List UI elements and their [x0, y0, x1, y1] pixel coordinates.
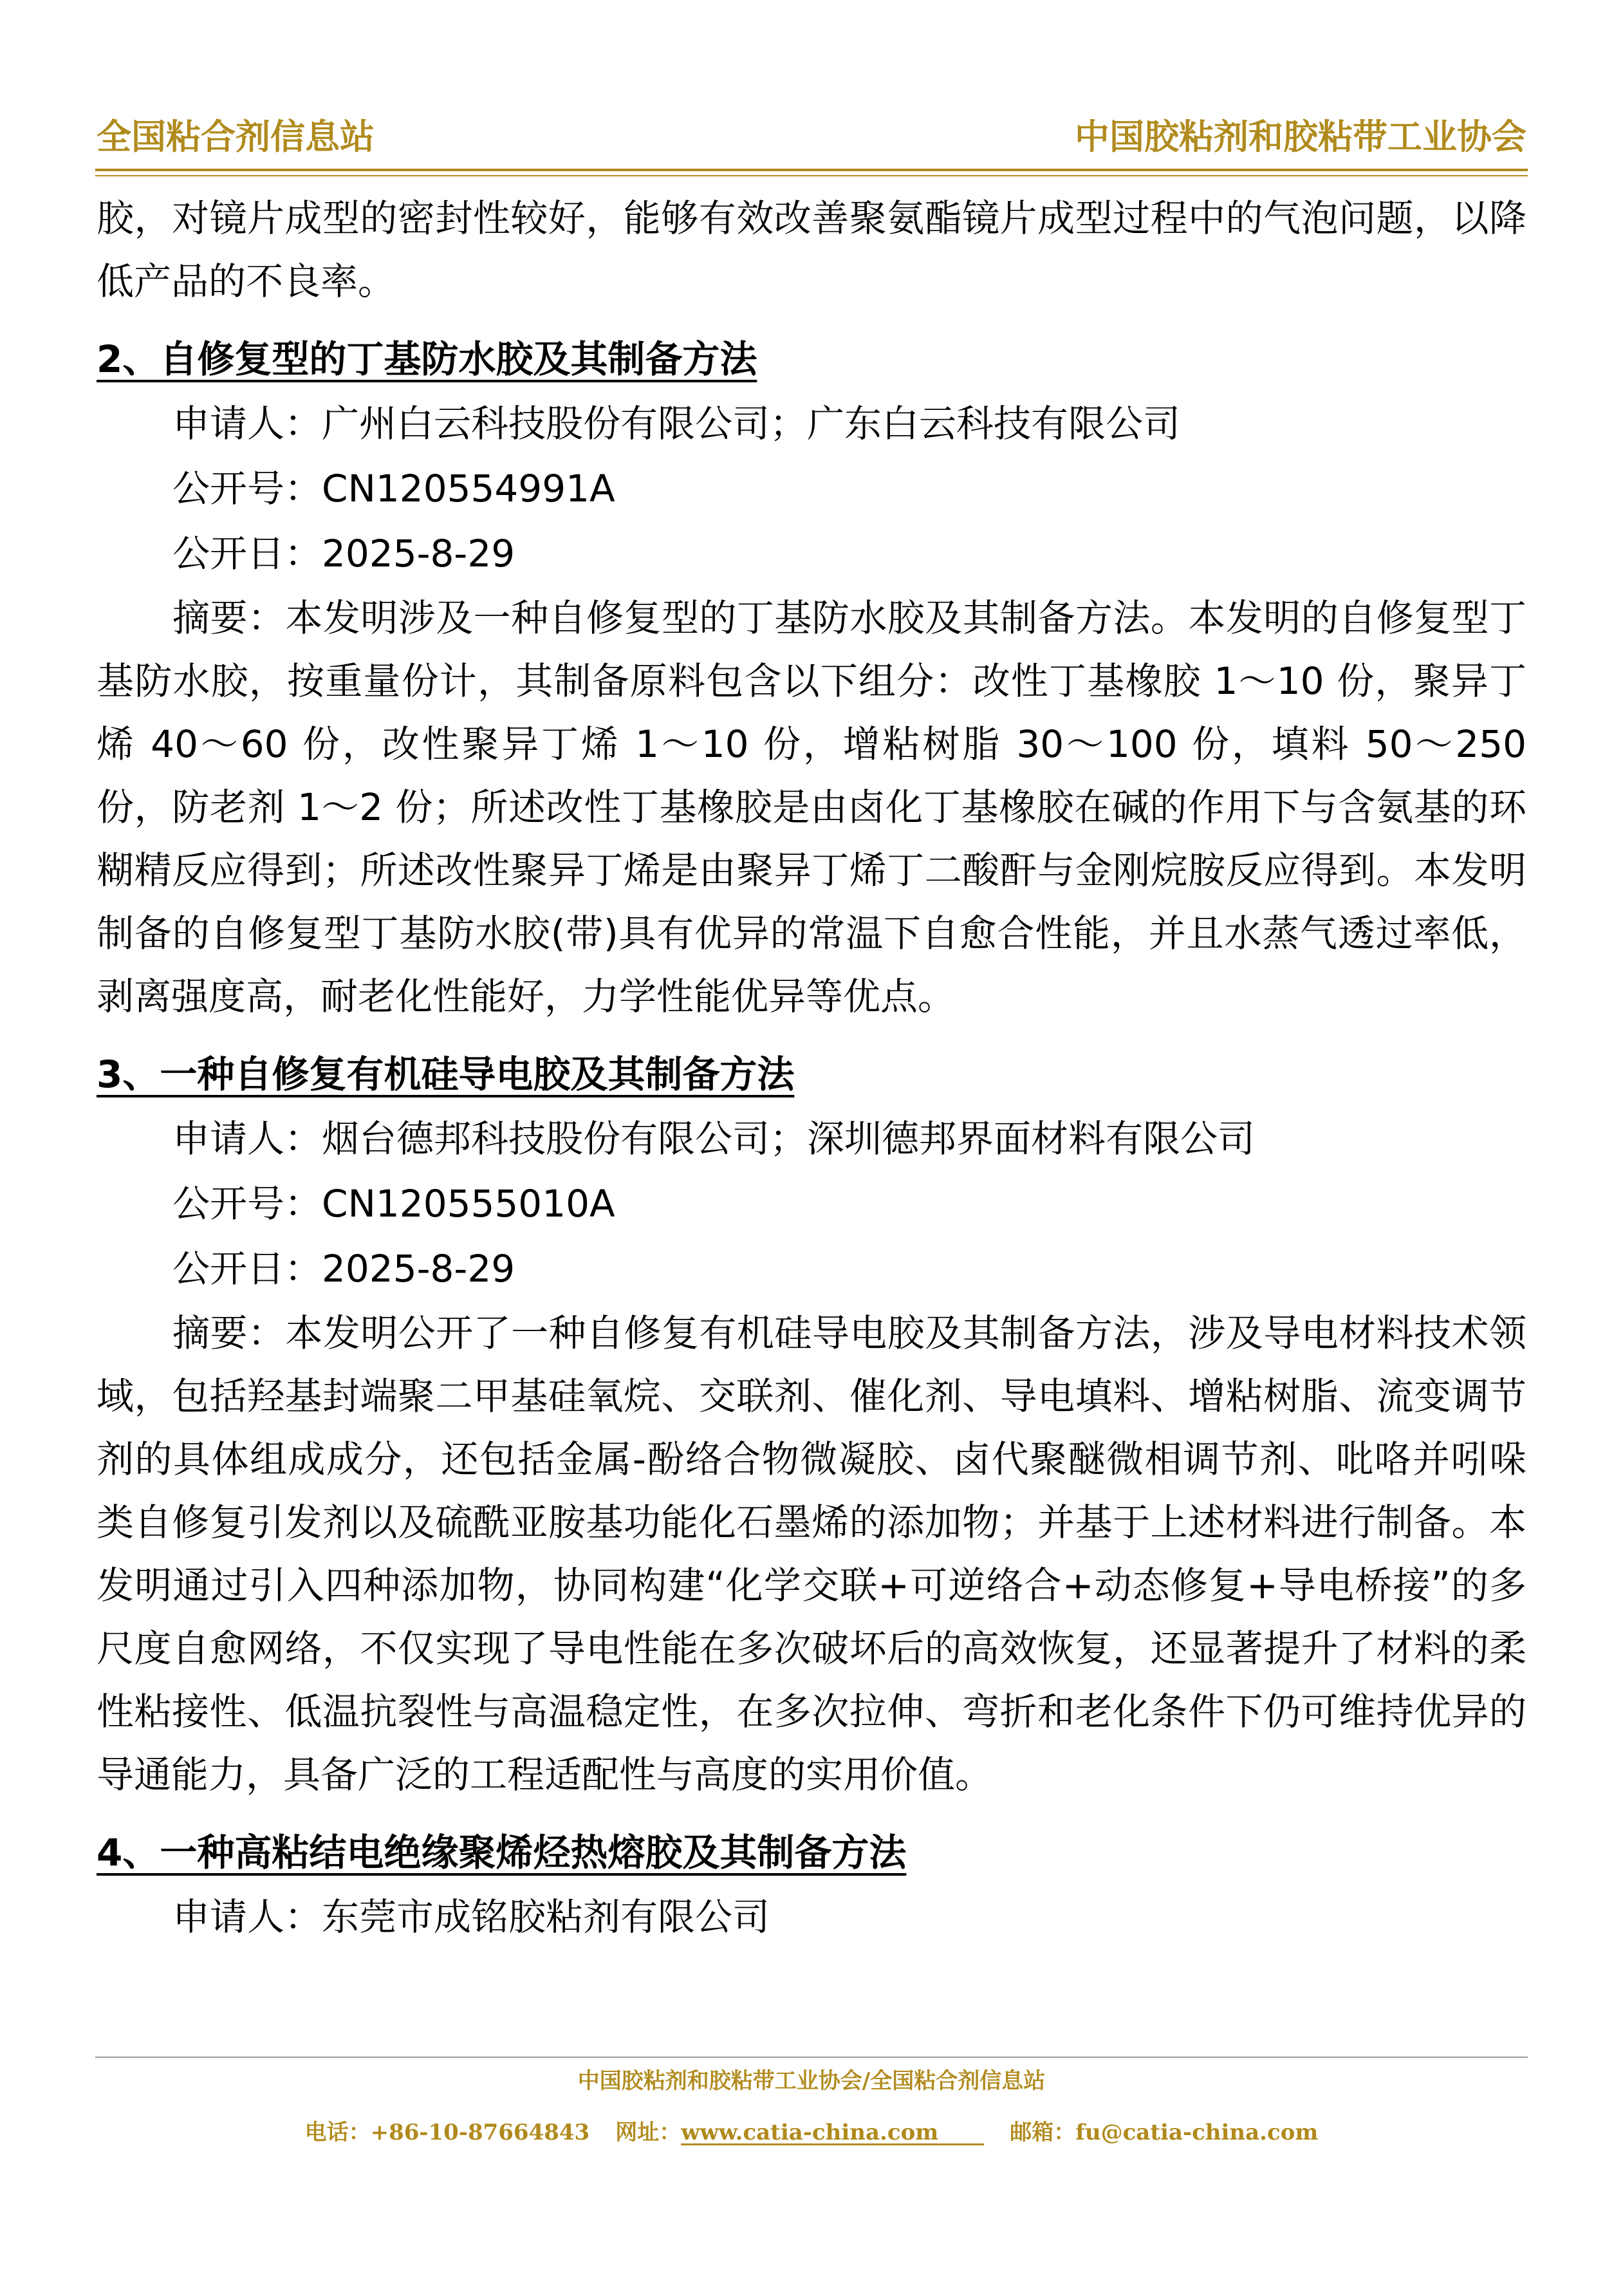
publication-number-line: 公开号：CN120554991A	[172, 467, 615, 510]
publication-date-line: 公开日：2025-8-29	[172, 1247, 515, 1291]
footer-web-label: 网址：	[615, 2120, 682, 2145]
abstract-paragraph: 摘要：本发明涉及一种自修复型的丁基防水胶及其制备方法。本发明的自修复型丁基防水胶，按重量份计，其制备原料包含以下组分：改性丁基橡胶 1～10 份，聚异丁烯 40～60 份，改性聚异丁烯 1～10 份，增粘树脂 30～100 份，填料 50～250 份，防老剂 1～2 份；所述改性丁基橡胶是由卤化丁基橡胶在碱的作用下与含氨基的环糊精反应得到；所述改性聚异丁烯是由聚异丁烯丁二酸酐与金刚烷胺反应得到。本发明制备的自修复型丁基防水胶(带)具有优异的常温下自愈合性能，并且水蒸气透过率低，剥离强度高，耐老化性能好，力学性能优异等优点。	[97, 596, 1526, 1018]
section-title: 4、一种高粘结电绝缘聚烯烃热熔胶及其制备方法	[97, 1831, 907, 1874]
footer-phone: 电话：+86-10-87664843	[304, 2120, 590, 2145]
footer-contact	[0, 2114, 1623, 2151]
intro-paragraph: 胶，对镜片成型的密封性较好，能够有效改善聚氨酯镜片成型过程中的气泡问题，以降低产品的不良率。	[97, 196, 1526, 303]
footer-email[interactable]: 邮箱：fu@catia-china.com	[1010, 2120, 1319, 2145]
footer-organization: 中国胶粘剂和胶粘带工业协会/全国粘合剂信息站	[577, 2068, 1046, 2094]
applicant-line: 申请人：烟台德邦科技股份有限公司；深圳德邦界面材料有限公司	[172, 1117, 1256, 1161]
footer-rule	[95, 2057, 1528, 2058]
publication-number-line: 公开号：CN120555010A	[172, 1182, 615, 1226]
header-right-title: 中国胶粘剂和胶粘带工业协会	[1075, 117, 1526, 157]
patent-section-3	[97, 1042, 1526, 1806]
header-rule-thin	[95, 175, 1528, 176]
footer-website-link[interactable]: www.catia-china.com	[681, 2120, 939, 2145]
header-left-title: 全国粘合剂信息站	[97, 117, 375, 157]
abstract-paragraph: 摘要：本发明公开了一种自修复有机硅导电胶及其制备方法，涉及导电材料技术领域，包括羟基封端聚二甲基硅氧烷、交联剂、催化剂、导电填料、增粘树脂、流变调节剂的具体组成成分，还包括金属-酚络合物微凝胶、卤代聚醚微相调节剂、吡咯并吲哚类自修复引发剂以及硫酰亚胺基功能化石墨烯的添加物；并基于上述材料进行制备。本发明通过引入四种添加物，协同构建“化学交联+可逆络合+动态修复+导电桥接”的多尺度自愈网络，不仅实现了导电性能在多次破坏后的高效恢复，还显著提升了材料的柔性粘接性、低温抗裂性与高温稳定性，在多次拉伸、弯折和老化条件下仍可维持优异的导通能力，具备广泛的工程适配性与高度的实用价值。	[97, 1311, 1526, 1797]
section-title: 3、一种自修复有机硅导电胶及其制备方法	[97, 1052, 795, 1096]
applicant-line: 申请人：东莞市成铭胶粘剂有限公司	[172, 1895, 770, 1939]
patent-section-4	[97, 1820, 1526, 1950]
document-body	[97, 187, 1526, 1950]
header-rule-thick	[95, 169, 1528, 171]
applicant-line: 申请人：广州白云科技股份有限公司；广东白云科技有限公司	[172, 402, 1181, 445]
section-title: 2、自修复型的丁基防水胶及其制备方法	[97, 337, 757, 381]
patent-section-2	[97, 327, 1526, 1028]
publication-date-line: 公开日：2025-8-29	[172, 532, 515, 575]
